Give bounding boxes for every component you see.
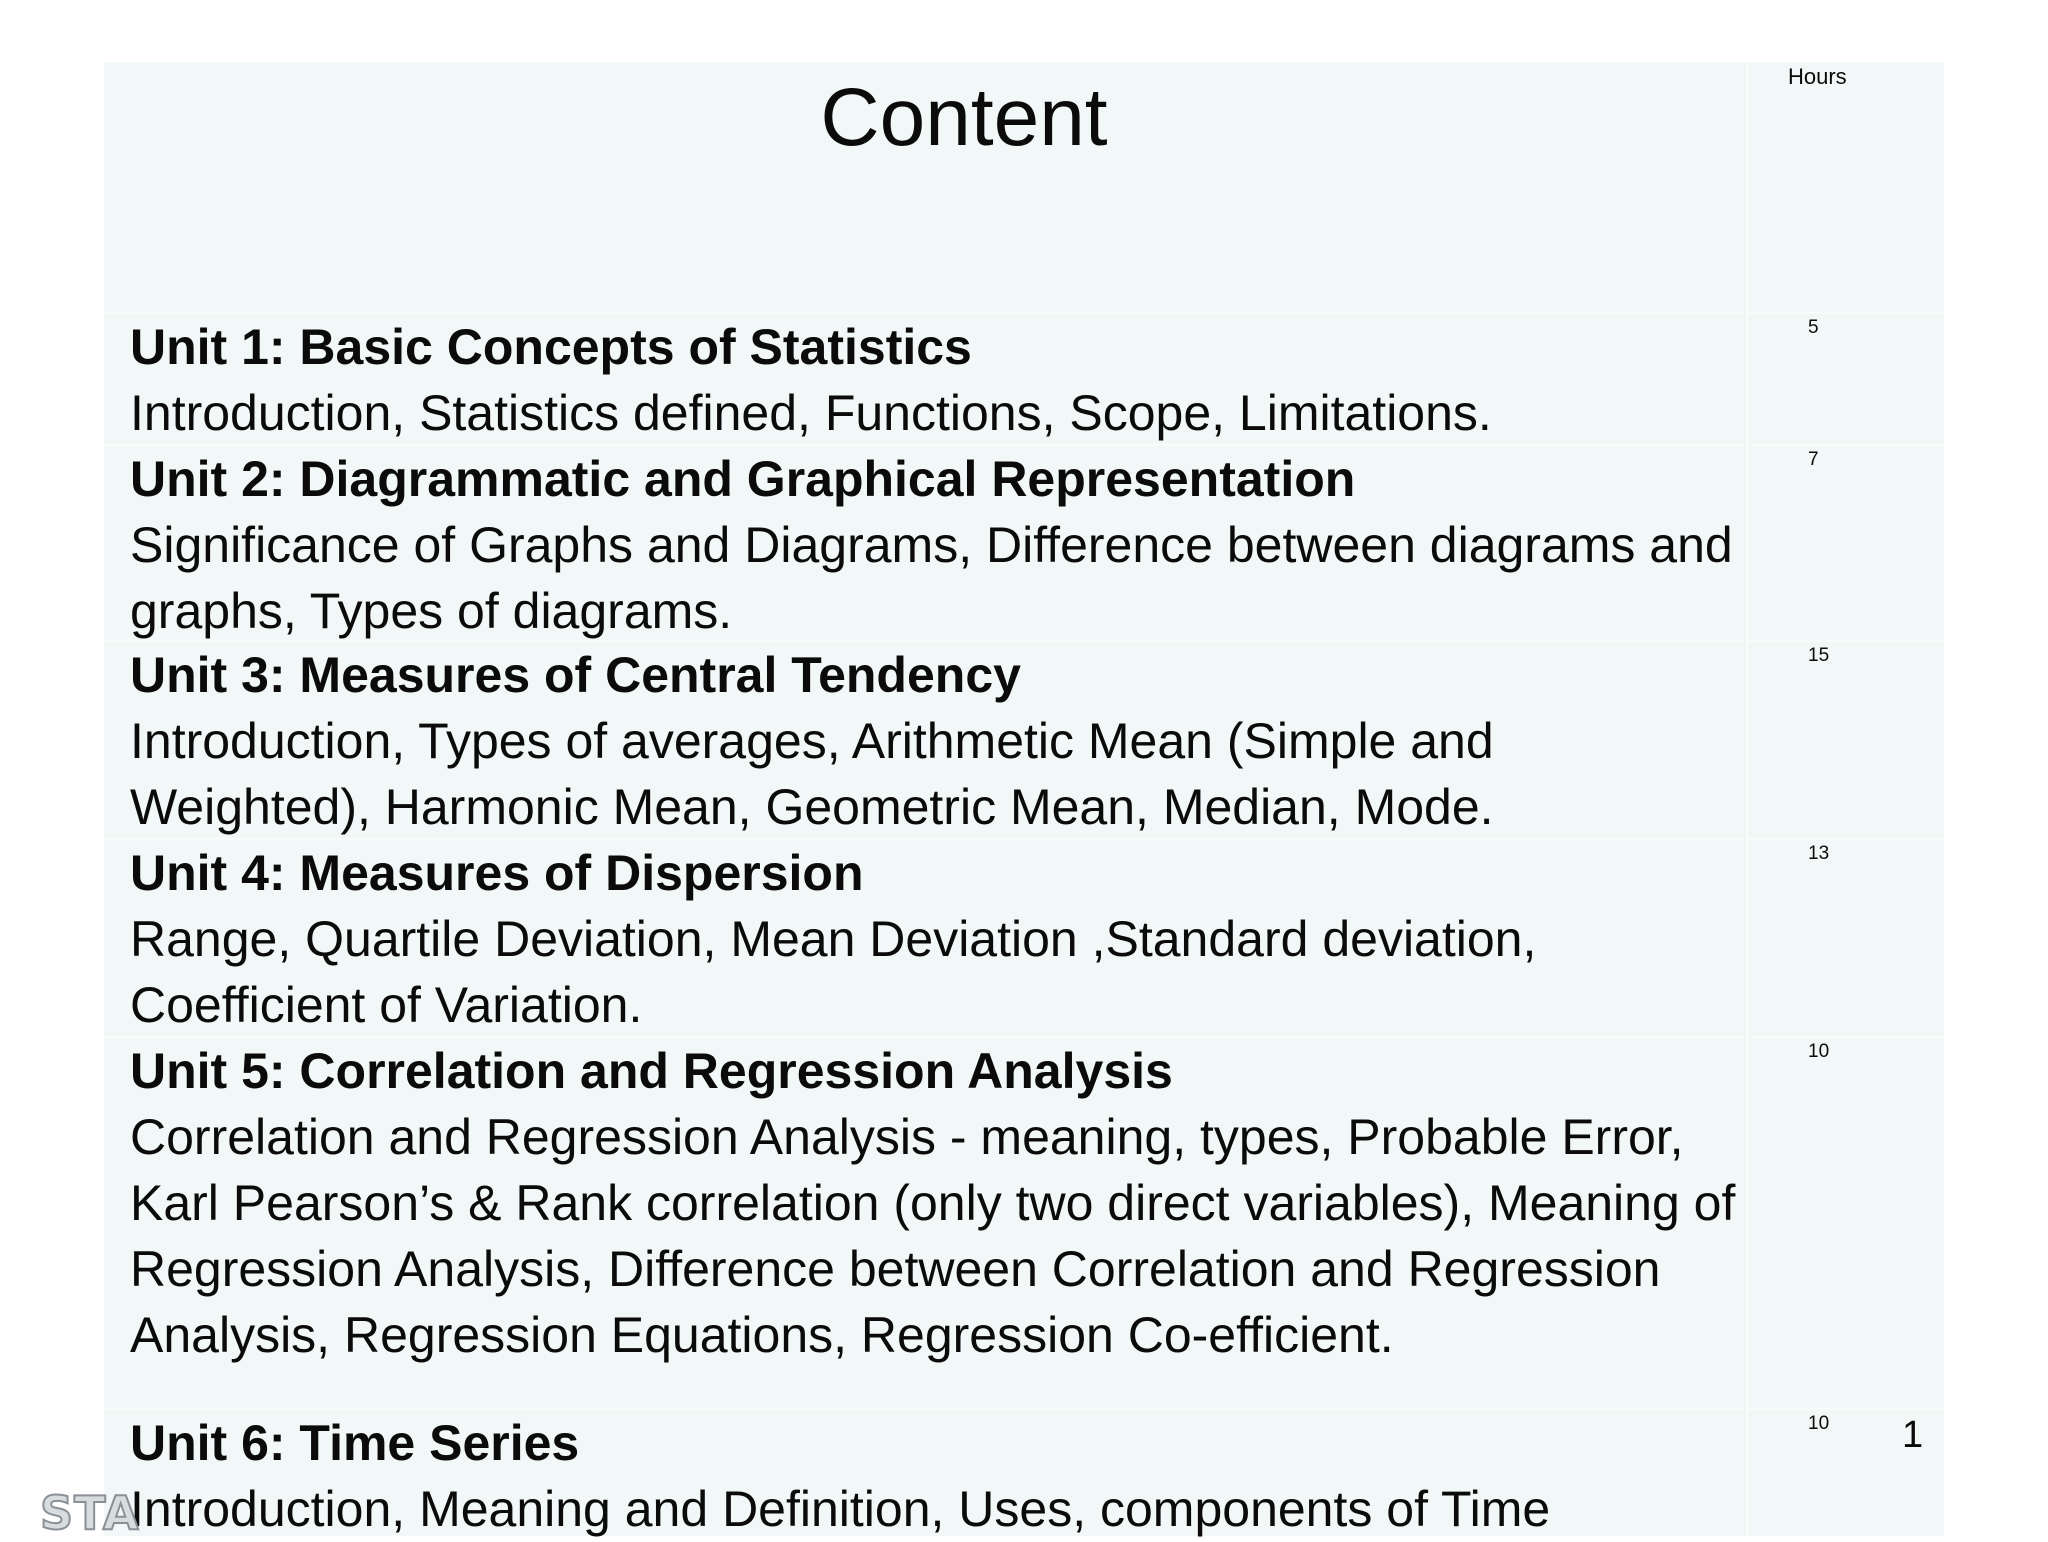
unit-cell (104, 642, 1744, 840)
unit-description: Introduction, Types of averages, Arithmetic Mean (Simple and Weighted), Harmonic Mean, Geometric Mean, Median, Mode. (130, 713, 1494, 835)
hours-cell (1746, 1038, 1944, 1410)
unit-title: Unit 6: Time Series (130, 1415, 580, 1471)
page-title: Content (820, 72, 1108, 163)
hours-cell (1746, 840, 1944, 1038)
unit-description: Correlation and Regression Analysis - meaning, types, Probable Error, Karl Pearson’s & Rank correlation (only two direct variables), Meaning of Regression Analysis, Difference between Correlation and Regression Analysis, Regression Equations, Regression Co-efficient. (130, 1109, 1736, 1363)
content-table (104, 62, 1944, 1536)
unit-hours: 10 (1808, 1413, 1830, 1434)
hours-cell (1746, 642, 1944, 840)
logo (40, 1486, 140, 1540)
table-row (104, 446, 1944, 642)
unit-cell (104, 840, 1744, 1038)
unit-title: Unit 4: Measures of Dispersion (130, 845, 864, 901)
unit-cell (104, 446, 1744, 642)
unit-hours: 5 (1808, 317, 1819, 338)
table-row (104, 1038, 1944, 1410)
unit-title: Unit 3: Measures of Central Tendency (130, 647, 1021, 703)
table-row (104, 840, 1944, 1038)
table-header-row (104, 62, 1944, 314)
unit-description: Range, Quartile Deviation, Mean Deviation ,Standard deviation, Coefficient of Variation. (130, 911, 1537, 1033)
header-content-cell (104, 62, 1744, 314)
unit-hours: 7 (1808, 449, 1819, 470)
header-hours-cell (1746, 62, 1944, 314)
table-row (104, 1410, 1944, 1536)
unit-title: Unit 1: Basic Concepts of Statistics (130, 319, 972, 375)
unit-description: Introduction, Meaning and Definition, Uses, components of Time (130, 1481, 1551, 1537)
page-number: 1 (1902, 1414, 1924, 1456)
hours-cell (1746, 314, 1944, 446)
table-row (104, 314, 1944, 446)
table-row (104, 642, 1944, 840)
unit-description: Introduction, Statistics defined, Functions, Scope, Limitations. (130, 385, 1492, 441)
unit-title: Unit 2: Diagrammatic and Graphical Representation (130, 451, 1356, 507)
unit-cell (104, 1410, 1744, 1536)
hours-column-header: Hours (1788, 64, 1847, 89)
unit-title: Unit 5: Correlation and Regression Analysis (130, 1043, 1173, 1099)
unit-hours: 13 (1808, 843, 1830, 864)
unit-hours: 15 (1808, 645, 1830, 666)
unit-cell (104, 1038, 1744, 1410)
unit-description: Significance of Graphs and Diagrams, Difference between diagrams and graphs, Types of diagrams. (130, 517, 1733, 639)
unit-cell (104, 314, 1744, 446)
logo-text: STA (40, 1486, 140, 1540)
unit-hours: 10 (1808, 1041, 1830, 1062)
hours-cell (1746, 446, 1944, 642)
